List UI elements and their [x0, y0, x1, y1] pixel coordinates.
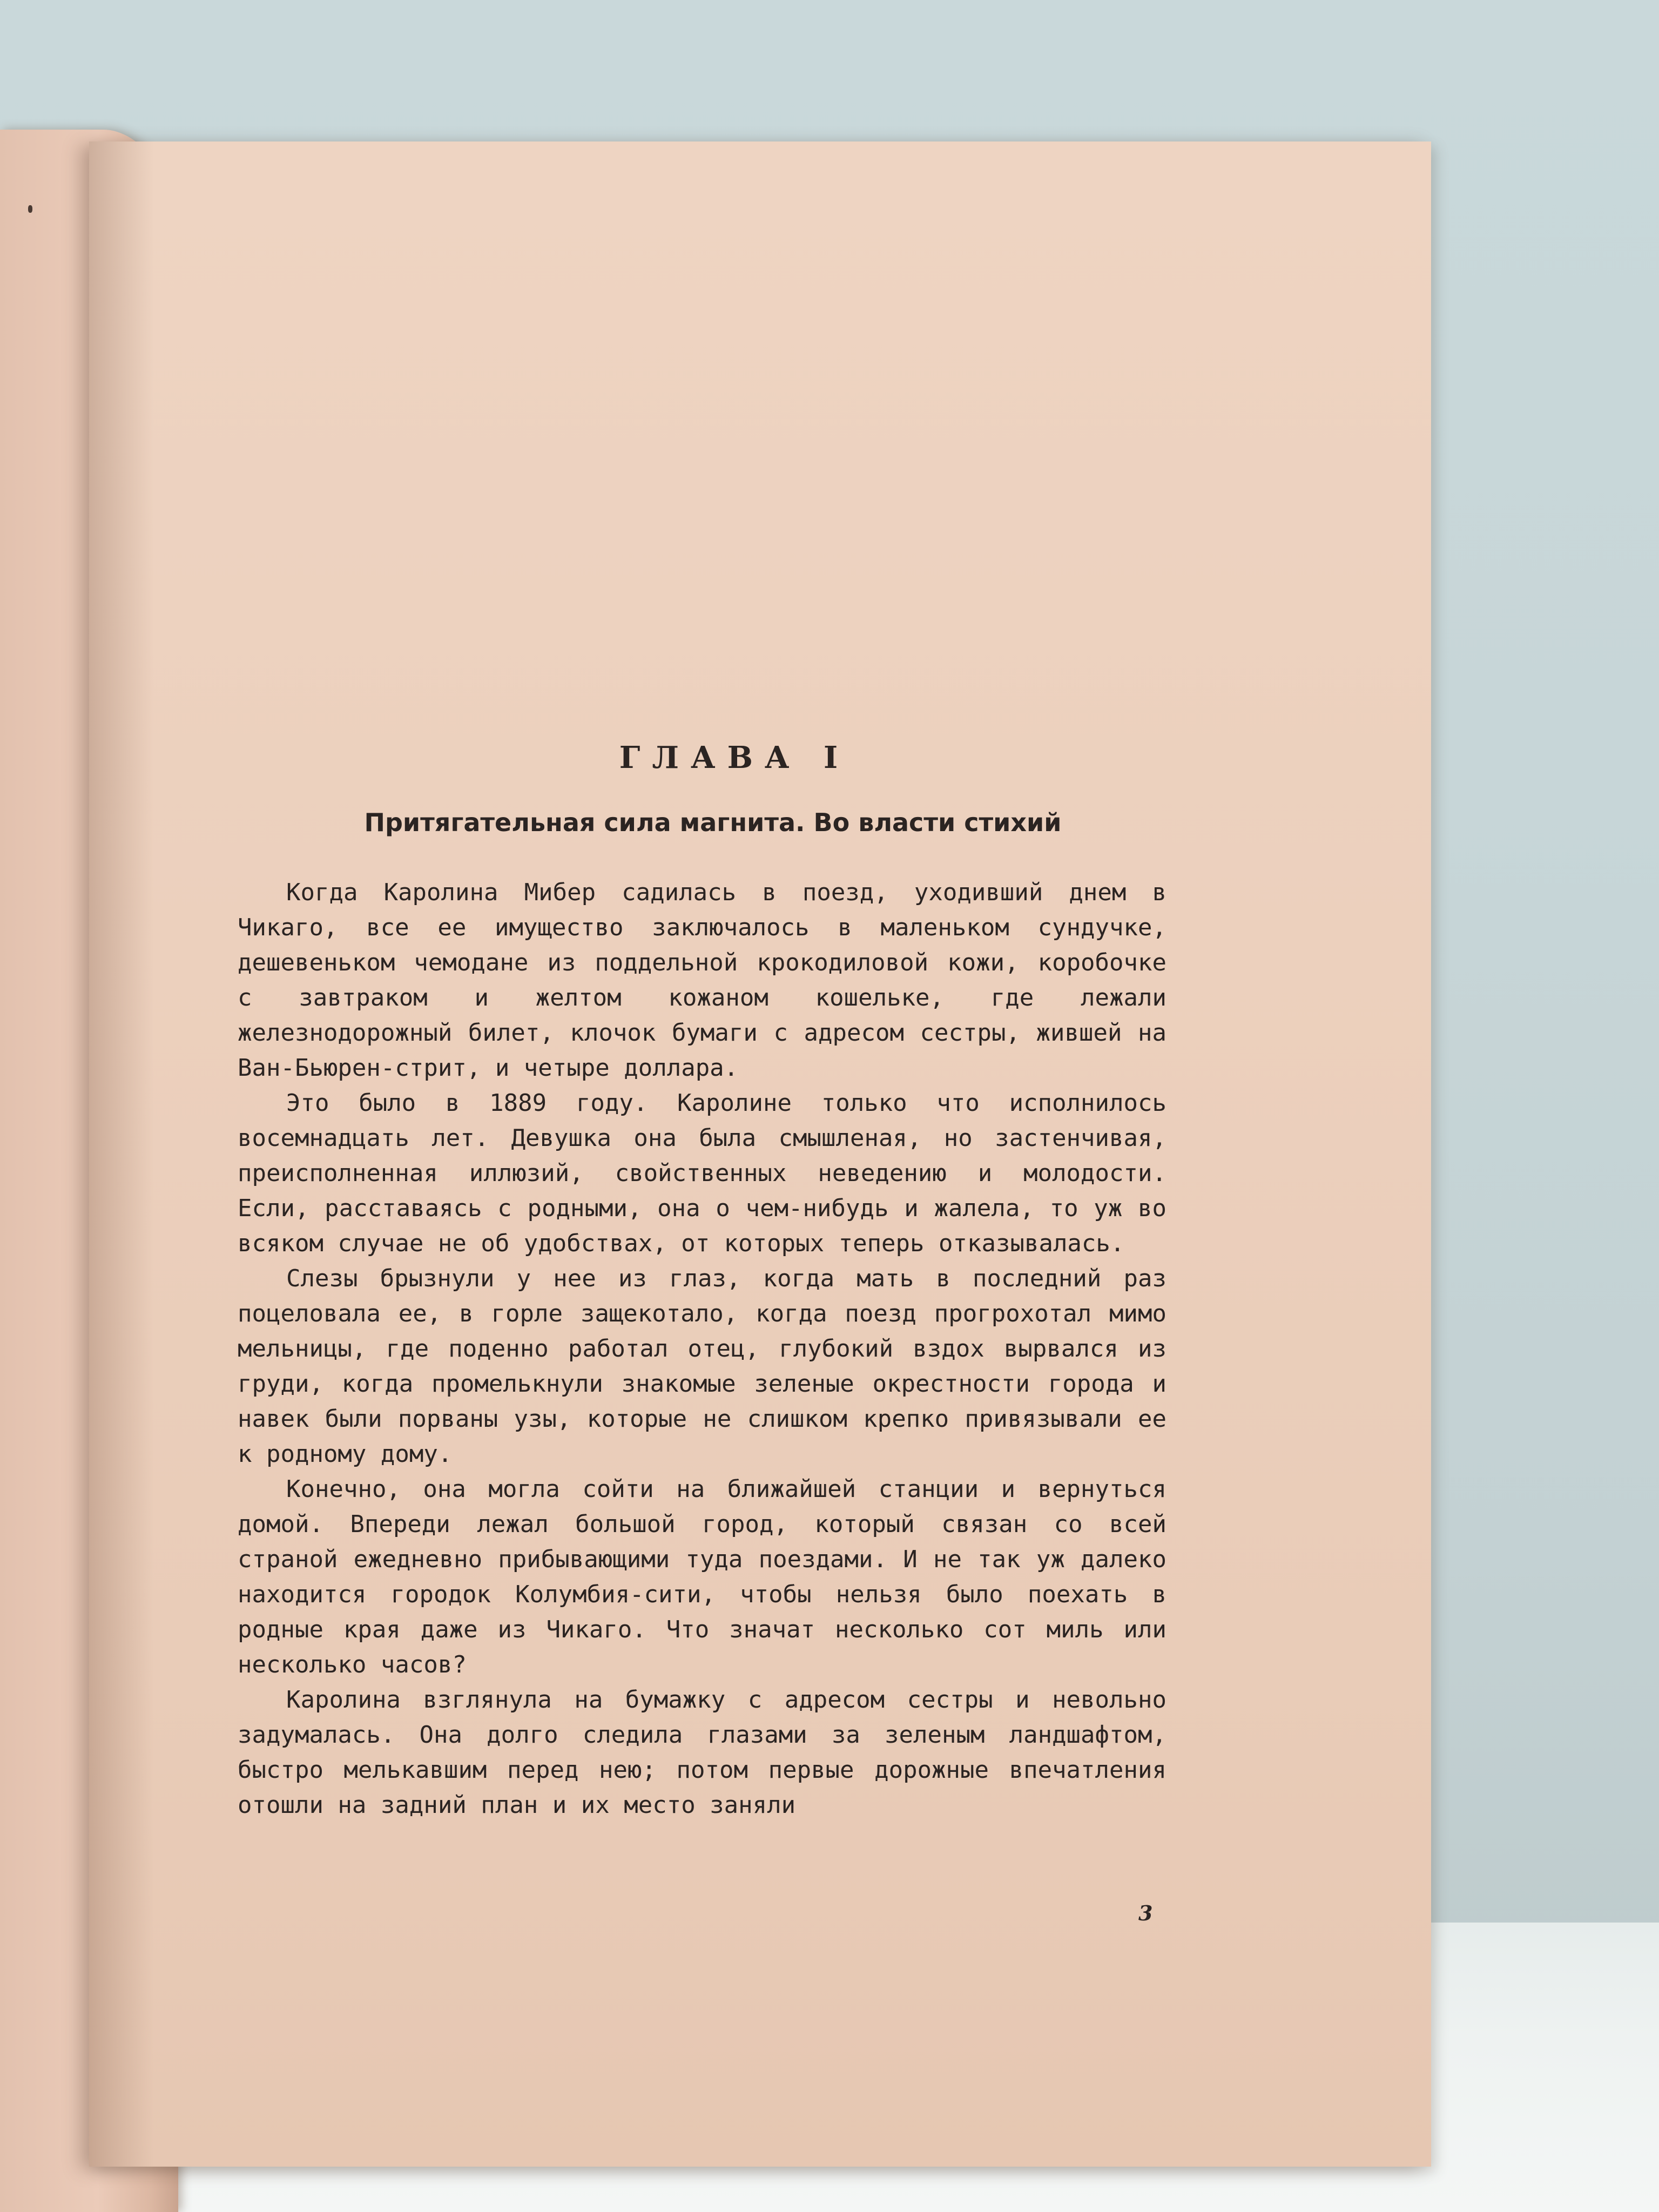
paragraph: Это было в 1889 году. Каролине только что исполнилось восемнадцать лет. Девушка она была смышленая, но застенчивая, преисполненная иллюзий, свойственных неведению и молодости. Если, расставаясь с родными, она о чем-нибудь и жалела, то уж во всяком случае не об удобствах, от которых теперь отказывалась.: [238, 1089, 1166, 1257]
paragraph: Слезы брызнули у нее из глаз, когда мать в последний раз поцеловала ее, в горле защекотало, когда поезд прогрохотал мимо мельницы, где поденно работал отец, глубокий вздох вырвался из груди, когда промелькнули знакомые зеленые окрестности города и навек были порваны узы, которые не слишком крепко привязывали ее к родному дому.: [238, 1265, 1166, 1468]
page-number: 3: [1138, 1901, 1153, 1925]
paper-speck: [28, 205, 32, 213]
paragraph: Когда Каролина Мибер садилась в поезд, уходивший днем в Чикаго, все ее имущество заключалось в маленьком сундучке, дешевеньком чемодане из поддельной крокодиловой кожи, коробочке с завтраком и желтом кожаном кошельке, где лежали железнодорожный билет, клочок бумаги с адресом сестры, жившей на Ван-Бьюрен-стрит, и четыре доллара.: [238, 879, 1166, 1082]
page-gutter-shadow: [89, 141, 154, 2167]
page-text: [238, 740, 1166, 1823]
paragraph: Конечно, она могла сойти на ближайшей станции и вернуться домой. Впереди лежал большой город, который связан со всей страной ежедневно прибывающими туда поездами. И не так уж далеко находится городок Колумбия-сити, чтобы нельзя было поехать в родные края даже из Чикаго. Что значат несколько сот миль или несколько часов?: [238, 1475, 1166, 1678]
chapter-title: Притягательная сила магнита. Во власти стихий: [364, 808, 1062, 837]
chapter-heading: ГЛАВА I: [619, 740, 850, 775]
paragraph: Каролина взглянула на бумажку с адресом сестры и невольно задумалась. Она долго следила глазами за зеленым ландшафтом, быстро мелькавшим перед нею; потом первые дорожные впечатления отошли на задний план и их место заняли: [238, 1686, 1166, 1819]
